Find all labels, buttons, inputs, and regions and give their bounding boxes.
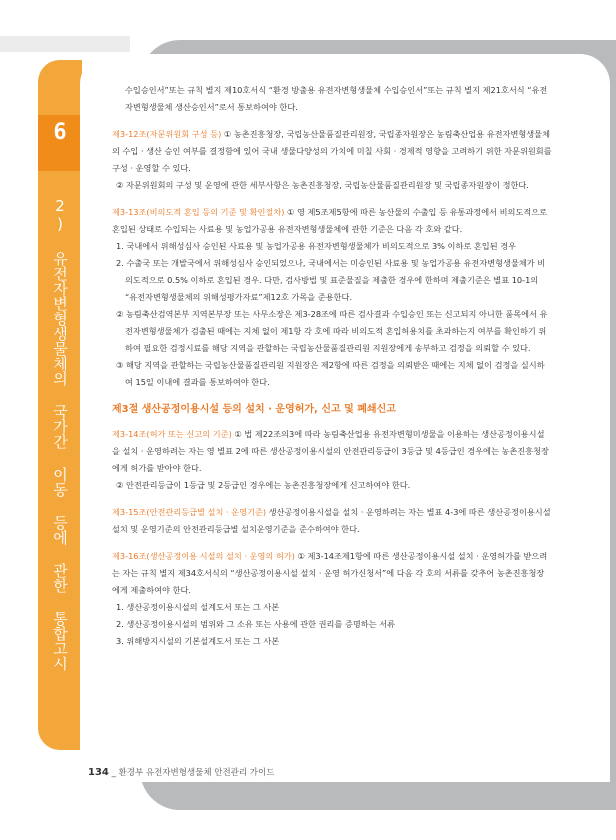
footer-title: _ 환경부 유전자변형생물체 안전관리 가이드 — [111, 768, 275, 778]
article-16-title: 제3-16조(생산공정이용 시설의 설치 · 운영의 허가) — [112, 551, 295, 561]
chapter-side-title: 2) 유전자변형생물체의 국가간 이동 등에 관한 통합고시 — [51, 197, 69, 671]
article-14-p2: ② 안전관리등급이 1등급 및 2등급인 경우에는 농촌진흥청장에게 신고하여야 한다. — [116, 480, 411, 490]
article-15 — [112, 504, 552, 538]
chapter-tab — [38, 60, 82, 750]
article-13-p2: ② 농림축산검역본부 지역본부장 또는 사무소장은 제3-28조에 따른 검사결과 수입승인 또는 신고되지 아니한 품목에서 유전자변형생물체가 검출된 때에는 지체 없이 제1항 각 호에 따라 비의도적 혼입허용치를 초과하는지 여부를 확인하기 위하여 필요한 검정시료를 해당 지역을 관할하는 국립농산물품질관리원 지원장에게 송부하고 검정을 의뢰할 수 있다. — [116, 309, 548, 353]
article-14-p1: ① 법 제22조의3에 따라 농림축산업용 유전자변형미생물을 이용하는 생산공정이용시설을 설치 · 운영하려는 자는 영 별표 2에 따른 생산공정이용시설의 안전관리등급이 3등급 및 4등급인 경우에는 농촌진흥청장에게 허가를 받아야 한다. — [112, 429, 549, 473]
article-13-p1: ① 영 제5조제5항에 따른 농산물의 수출입 등 유통과정에서 비의도적으로 혼입된 상태로 수입되는 사료용 및 농업가공용 유전자변형생물체에 관한 기준은 다음 각 호와 같다. — [112, 207, 548, 234]
article-16 — [112, 548, 552, 599]
article-15-title: 제3-15조(안전관리등급별 설치 · 운영기준) — [112, 507, 267, 517]
article-16-item-1: 1. 생산공정이용시설의 설계도서 또는 그 사본 — [116, 602, 280, 612]
article-16-item-3: 3. 위해방지시설의 기본설계도서 또는 그 사본 — [116, 636, 280, 646]
document-body — [112, 82, 552, 650]
article-12-p1: ① 농촌진흥청장, 국립농산물품질관리원장, 국립종자원장은 농림축산업용 유전자변형생물체의 수입 · 생산 승인 여부를 결정함에 있어 국내 생물다양성의 가치에 미칠 사회 · 경제적 영향을 고려하기 위한 자문위원회를 구성 · 운영할 수 있다. — [112, 129, 552, 173]
article-13-title: 제3-13조(비의도적 혼입 등의 기준 및 확인절차) — [112, 207, 285, 217]
article-15-p1: 생산공정이용시설을 설치 · 운영하려는 자는 별표 4-3에 따른 생산공정이용시설 설치 및 운영기준의 안전관리등급별 설치운영기준을 준수하여야 한다. — [112, 507, 551, 534]
intro-paragraph: 수입승인서”또는 규칙 별지 제10호서식 “환경 방출용 유전자변형생물체 수입승인서”또는 규칙 별지 제21호서식 “유전자변형생물체 생산승인서”로서 통보하여야 한다. — [125, 85, 548, 112]
article-13 — [112, 204, 552, 238]
article-13-item-1: 1. 국내에서 위해성심사 승인된 사료용 및 농업가공용 유전자변형생물체가 비의도적으로 3% 이하로 혼입된 경우 — [116, 241, 517, 251]
article-14 — [112, 426, 552, 477]
article-16-item-2: 2. 생산공정이용시설의 범위와 그 소유 또는 사용에 관한 권리를 증명하는 서류 — [116, 619, 396, 629]
top-band — [0, 36, 130, 52]
article-12 — [112, 126, 552, 177]
chapter-number: 6 — [53, 120, 67, 145]
article-14-title: 제3-14조(허가 또는 신고의 기준) — [112, 429, 232, 439]
page-footer — [88, 766, 274, 778]
article-13-item-2: 2. 수출국 또는 개발국에서 위해성심사 승인되었으나, 국내에서는 미승인된 사료용 및 농업가공용 유전자변형생물체가 비의도적으로 0.5% 이하로 혼입된 경우. 다만, 검사방법 및 표준물질을 제출한 경우에 한하며 제출기준은 별표 10-1의 “유전자변형생물체의 위해성평가자료”제12호 가목을 준용한다. — [116, 258, 546, 302]
page-number: 134 — [88, 767, 109, 778]
article-16-p1: ① 제3-14조제1항에 따른 생산공정이용시설 설치 · 운영허가를 받으려는 자는 규칙 별지 제34호서식의 “생산공정이용시설 설치 · 운영 허가신청서”에 다음 각 호의 서류를 갖추어 농촌진흥청장에게 제출하여야 한다. — [112, 551, 548, 595]
article-13-p3: ③ 해당 지역을 관할하는 국립농산물품질관리원 지원장은 제2항에 따른 검정을 의뢰받은 때에는 지체 없이 검정을 실시하여 15일 이내에 결과를 통보하여야 한다. — [116, 360, 545, 387]
article-12-p2: ② 자문위원회의 구성 및 운영에 관한 세부사항은 농촌진흥청장, 국립농산물품질관리원장 및 국립종자원장이 정한다. — [116, 180, 529, 190]
section-title: 제3절 생산공정이용시설 등의 설치 · 운영허가, 신고 및 폐쇄신고 — [112, 404, 396, 415]
article-12-title: 제3-12조(자문위원회 구성 등) — [112, 129, 222, 139]
